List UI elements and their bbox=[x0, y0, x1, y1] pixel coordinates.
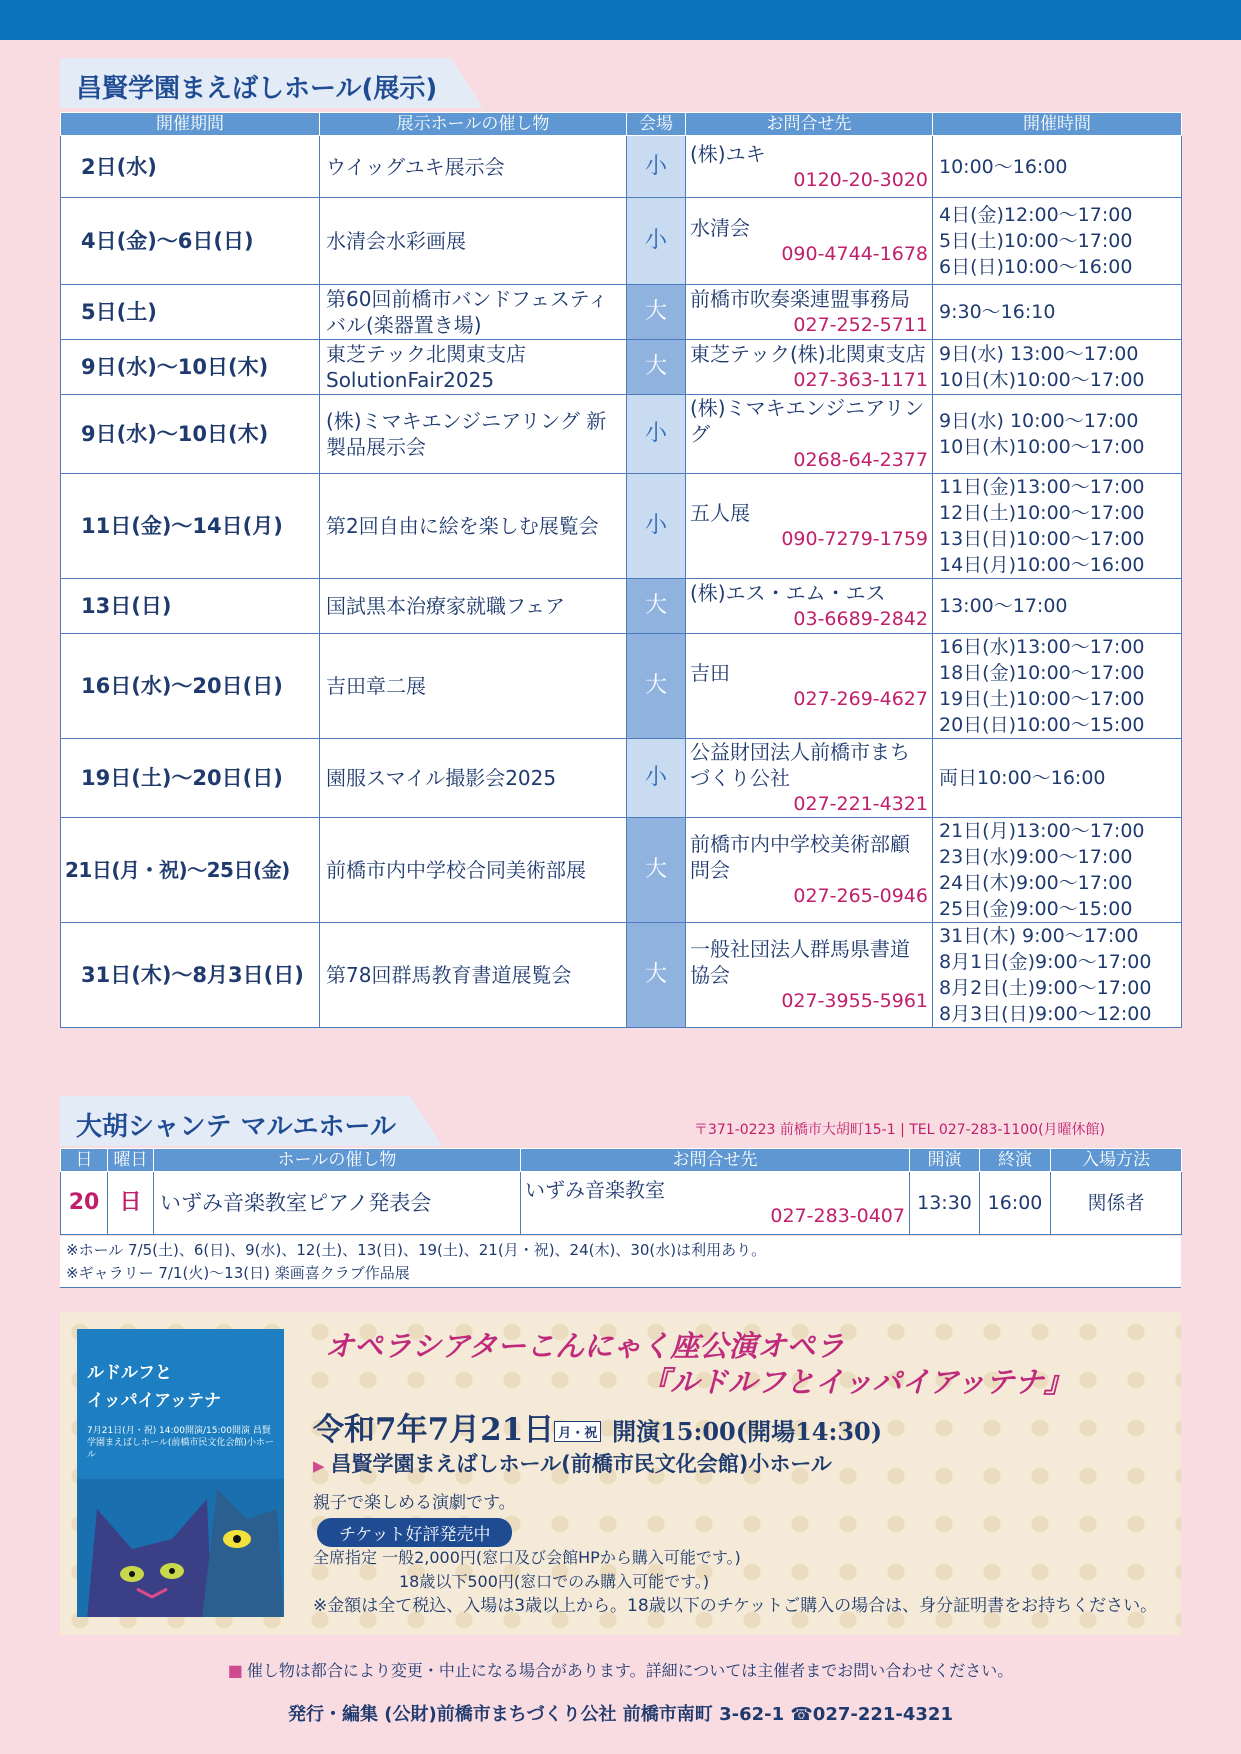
contact-cell bbox=[686, 395, 933, 474]
period-cell: 31日(木)〜8月3日(日) bbox=[61, 923, 320, 1028]
hours-line: 18日(金)10:00〜17:00 bbox=[939, 662, 1145, 684]
contact-cell bbox=[686, 198, 933, 285]
header-contact: お問合せ先 bbox=[686, 113, 933, 136]
contact-cell bbox=[686, 474, 933, 579]
opera-venue-text: 昌賢学園まえばしホール(前橋市民文化会館)小ホール bbox=[330, 1452, 832, 1476]
maru-entry: 関係者 bbox=[1051, 1172, 1182, 1235]
header-event: ホールの催し物 bbox=[154, 1149, 521, 1172]
footer-notice-text: 催し物は都合により変更・中止になる場合があります。詳細については主催者までお問い合わせください。 bbox=[246, 1661, 1014, 1680]
table-row bbox=[61, 340, 1182, 395]
contact-org: 水清会 bbox=[690, 216, 750, 240]
venue-cell: 小 bbox=[627, 136, 686, 198]
header-event: 展示ホールの催し物 bbox=[320, 113, 627, 136]
maru-notes bbox=[60, 1236, 1181, 1288]
hours-line: 20日(日)10:00〜15:00 bbox=[939, 714, 1145, 736]
hours-line: 25日(金)9:00〜15:00 bbox=[939, 898, 1133, 920]
table-row bbox=[61, 395, 1182, 474]
hours-cell bbox=[933, 818, 1182, 923]
contact-cell bbox=[686, 579, 933, 634]
table-row bbox=[61, 198, 1182, 285]
event-cell: 前橋市内中学校合同美術部展 bbox=[320, 818, 627, 923]
header-day: 日 bbox=[61, 1149, 108, 1172]
contact-org: (株)ミマキエンジニアリング bbox=[690, 396, 925, 446]
table-row bbox=[61, 579, 1182, 634]
hours-line: 13:00〜17:00 bbox=[939, 595, 1068, 617]
event-cell: 吉田章二展 bbox=[320, 634, 627, 739]
period-cell: 21日(月・祝)〜25日(金) bbox=[61, 818, 320, 923]
contact-cell bbox=[686, 923, 933, 1028]
hours-line: 9日(水) 13:00〜17:00 bbox=[939, 343, 1139, 365]
opera-date-text: 令和7年7月21日 bbox=[313, 1412, 555, 1448]
table-row bbox=[61, 136, 1182, 198]
maru-address: 〒371-0223 前橋市大胡町15-1 | TEL 027-283-1100(月曜休館) bbox=[694, 1122, 1105, 1138]
header-entry: 入場方法 bbox=[1051, 1149, 1182, 1172]
maru-event: いずみ音楽教室ピアノ発表会 bbox=[154, 1172, 521, 1235]
contact-org: いずみ音楽教室 bbox=[525, 1178, 665, 1202]
event-cell: 東芝テック北関東支店 SolutionFair2025 bbox=[320, 340, 627, 395]
opera-date bbox=[313, 1404, 882, 1449]
maru-day: 20 bbox=[61, 1172, 108, 1235]
hours-line: 10日(木)10:00〜17:00 bbox=[939, 369, 1145, 391]
contact-cell bbox=[686, 136, 933, 198]
header-end: 終演 bbox=[980, 1149, 1051, 1172]
triangle-right-icon: ▶ bbox=[313, 1457, 325, 1475]
event-cell: (株)ミマキエンジニアリング 新製品展示会 bbox=[320, 395, 627, 474]
period-cell: 9日(水)〜10日(木) bbox=[61, 340, 320, 395]
contact-cell bbox=[686, 285, 933, 340]
hours-cell bbox=[933, 136, 1182, 198]
contact-org: 吉田 bbox=[690, 661, 730, 685]
contact-cell bbox=[686, 340, 933, 395]
venue-cell: 大 bbox=[627, 923, 686, 1028]
header-start: 開演 bbox=[910, 1149, 980, 1172]
maru-section-title: 大胡シャンテ マルエホール bbox=[60, 1096, 410, 1146]
contact-tel: 027-269-4627 bbox=[793, 688, 928, 710]
venue-cell: 大 bbox=[627, 579, 686, 634]
hours-line: 9:30〜16:10 bbox=[939, 301, 1056, 323]
table-row bbox=[61, 739, 1182, 818]
event-cell: 国試黒本治療家就職フェア bbox=[320, 579, 627, 634]
contact-org: (株)ユキ bbox=[690, 141, 766, 166]
contact-tel: 027-265-0946 bbox=[793, 885, 928, 907]
hours-line: 16日(水)13:00〜17:00 bbox=[939, 636, 1145, 658]
hours-cell bbox=[933, 340, 1182, 395]
period-cell: 11日(金)〜14日(月) bbox=[61, 474, 320, 579]
event-cell: 水清会水彩画展 bbox=[320, 198, 627, 285]
hours-line: 24日(木)9:00〜17:00 bbox=[939, 872, 1133, 894]
venue-cell: 小 bbox=[627, 198, 686, 285]
hours-cell bbox=[933, 285, 1182, 340]
publisher-info: 発行・編集 (公財)前橋市まちづくり公社 前橋市南町 3-62-1 ☎027-221-4321 bbox=[288, 1704, 953, 1725]
square-bullet-icon: ■ bbox=[227, 1661, 243, 1680]
contact-tel: 027-363-1171 bbox=[793, 369, 928, 391]
opera-venue bbox=[313, 1448, 832, 1478]
contact-tel: 03-6689-2842 bbox=[793, 608, 928, 630]
contact-org: (株)エス・エム・エス bbox=[690, 581, 886, 605]
price-general: 全席指定 一般2,000円(窓口及び会館HPから購入可能です。) bbox=[313, 1548, 741, 1567]
venue-cell: 大 bbox=[627, 340, 686, 395]
exhibit-schedule-table bbox=[60, 112, 1182, 1028]
venue-cell: 小 bbox=[627, 739, 686, 818]
top-banner bbox=[0, 0, 1241, 40]
contact-tel: 0268-64-2377 bbox=[793, 449, 928, 471]
hours-line: 19日(土)10:00〜17:00 bbox=[939, 688, 1145, 710]
venue-cell: 大 bbox=[627, 285, 686, 340]
hours-cell bbox=[933, 474, 1182, 579]
event-cell: ウイッグユキ展示会 bbox=[320, 136, 627, 198]
opera-poster-image bbox=[77, 1329, 284, 1617]
hours-line: 10:00〜16:00 bbox=[939, 155, 1068, 178]
header-contact: お問合せ先 bbox=[521, 1149, 910, 1172]
exhibit-section-title: 昌賢学園まえばしホール(展示) bbox=[60, 58, 451, 108]
hours-line: 14日(月)10:00〜16:00 bbox=[939, 554, 1145, 576]
hours-line: 両日10:00〜16:00 bbox=[939, 767, 1106, 789]
price-youth: 18歳以下500円(窓口でのみ購入可能です。) bbox=[399, 1572, 710, 1591]
period-cell: 9日(水)〜10日(木) bbox=[61, 395, 320, 474]
poster-title bbox=[87, 1359, 221, 1415]
table-row bbox=[61, 1172, 1182, 1235]
hours-cell bbox=[933, 739, 1182, 818]
hours-line: 10日(木)10:00〜17:00 bbox=[939, 436, 1145, 458]
contact-org: 東芝テック(株)北関東支店 bbox=[690, 342, 926, 366]
poster-title-line2: イッパイアッテナ bbox=[87, 1391, 221, 1411]
hours-line: 4日(金)12:00〜17:00 bbox=[939, 204, 1133, 226]
hours-line: 5日(土)10:00〜17:00 bbox=[939, 230, 1133, 252]
footer-notice bbox=[0, 1658, 1241, 1681]
venue-cell: 小 bbox=[627, 474, 686, 579]
table-row bbox=[61, 474, 1182, 579]
opera-dow: 月・祝 bbox=[554, 1421, 601, 1442]
table-row bbox=[61, 634, 1182, 739]
contact-tel: 0120-20-3020 bbox=[793, 168, 928, 191]
opera-prices bbox=[313, 1546, 1157, 1618]
contact-cell bbox=[686, 634, 933, 739]
period-cell: 13日(日) bbox=[61, 579, 320, 634]
table-row bbox=[61, 818, 1182, 923]
note-hall: ※ホール 7/5(土)、6(日)、9(水)、12(土)、13(日)、19(土)、21(月・祝)、24(木)、30(水)は利用あり。 bbox=[66, 1241, 767, 1259]
contact-org: 公益財団法人前橋市まちづくり公社 bbox=[690, 740, 910, 790]
period-cell: 16日(水)〜20日(日) bbox=[61, 634, 320, 739]
period-cell: 19日(土)〜20日(日) bbox=[61, 739, 320, 818]
header-hours: 開催時間 bbox=[933, 113, 1182, 136]
maru-start: 13:30 bbox=[910, 1172, 980, 1235]
table-row bbox=[61, 923, 1182, 1028]
period-cell: 4日(金)〜6日(日) bbox=[61, 198, 320, 285]
contact-tel: 090-7279-1759 bbox=[781, 528, 928, 550]
event-cell: 第2回自由に絵を楽しむ展覧会 bbox=[320, 474, 627, 579]
hours-line: 11日(金)13:00〜17:00 bbox=[939, 476, 1145, 498]
contact-org: 前橋市吹奏楽連盟事務局 bbox=[690, 287, 910, 311]
hours-cell bbox=[933, 395, 1182, 474]
price-note: ※金額は全て税込、入場は3歳以上から。18歳以下のチケットご購入の場合は、身分証明書をお持ちください。 bbox=[313, 1596, 1158, 1616]
hours-line: 23日(水)9:00〜17:00 bbox=[939, 846, 1133, 868]
venue-cell: 大 bbox=[627, 818, 686, 923]
maru-contact bbox=[521, 1172, 910, 1235]
maru-dow: 日 bbox=[108, 1172, 154, 1235]
venue-cell: 小 bbox=[627, 395, 686, 474]
contact-tel: 027-221-4321 bbox=[793, 793, 928, 815]
contact-tel: 027-283-0407 bbox=[770, 1205, 905, 1227]
table-header-row bbox=[61, 1149, 1182, 1172]
opera-time: 開演15:00(開場14:30) bbox=[612, 1417, 883, 1446]
period-cell: 5日(土) bbox=[61, 285, 320, 340]
contact-tel: 090-4744-1678 bbox=[781, 243, 928, 265]
poster-title-line1: ルドルフと bbox=[87, 1363, 172, 1383]
opera-title bbox=[325, 1328, 1073, 1400]
table-row bbox=[61, 285, 1182, 340]
opera-description: 親子で楽しめる演劇です。 bbox=[313, 1493, 516, 1513]
maru-end: 16:00 bbox=[980, 1172, 1051, 1235]
contact-cell bbox=[686, 818, 933, 923]
cat-illustration bbox=[77, 1479, 284, 1617]
hours-line: 13日(日)10:00〜17:00 bbox=[939, 528, 1145, 550]
header-venue: 会場 bbox=[627, 113, 686, 136]
hours-line: 21日(月)13:00〜17:00 bbox=[939, 820, 1145, 842]
maru-schedule-table bbox=[60, 1148, 1182, 1235]
event-cell: 第78回群馬教育書道展覧会 bbox=[320, 923, 627, 1028]
contact-org: 一般社団法人群馬県書道協会 bbox=[690, 937, 910, 987]
hours-cell bbox=[933, 923, 1182, 1028]
contact-tel: 027-3955-5961 bbox=[781, 990, 928, 1012]
hours-line: 6日(日)10:00〜16:00 bbox=[939, 256, 1133, 278]
header-period: 開催期間 bbox=[61, 113, 320, 136]
event-cell: 園服スマイル撮影会2025 bbox=[320, 739, 627, 818]
opera-title-line2: 『ルドルフとイッパイアッテナ』 bbox=[641, 1365, 1073, 1399]
table-header-row bbox=[61, 113, 1182, 136]
hours-cell bbox=[933, 634, 1182, 739]
contact-cell bbox=[686, 739, 933, 818]
note-gallery: ※ギャラリー 7/1(火)〜13(日) 楽画喜クラブ作品展 bbox=[66, 1264, 410, 1282]
hours-line: 8月2日(土)9:00〜17:00 bbox=[939, 977, 1152, 999]
header-dow: 曜日 bbox=[108, 1149, 154, 1172]
opera-promo bbox=[60, 1312, 1181, 1635]
contact-org: 五人展 bbox=[690, 501, 750, 525]
period-cell: 2日(水) bbox=[61, 136, 320, 198]
hours-line: 12日(土)10:00〜17:00 bbox=[939, 502, 1145, 524]
hours-line: 8月3日(日)9:00〜12:00 bbox=[939, 1003, 1152, 1025]
contact-tel: 027-252-5711 bbox=[793, 314, 928, 336]
ticket-badge: チケット好評発売中 bbox=[317, 1518, 512, 1547]
event-cell: 第60回前橋市バンドフェスティバル(楽器置き場) bbox=[320, 285, 627, 340]
poster-date: 7月21日(月・祝) 14:00開演/15:00開演 昌賢学園まえばしホール(前橋市民文化会館)小ホール bbox=[87, 1426, 274, 1460]
hours-cell bbox=[933, 579, 1182, 634]
opera-title-line1: オペラシアターこんにゃく座公演オペラ bbox=[325, 1329, 845, 1363]
hours-line: 8月1日(金)9:00〜17:00 bbox=[939, 951, 1152, 973]
hours-line: 31日(木) 9:00〜17:00 bbox=[939, 925, 1139, 947]
venue-cell: 大 bbox=[627, 634, 686, 739]
contact-org: 前橋市内中学校美術部顧問会 bbox=[690, 832, 910, 882]
hours-line: 9日(水) 10:00〜17:00 bbox=[939, 410, 1139, 432]
hours-cell bbox=[933, 198, 1182, 285]
